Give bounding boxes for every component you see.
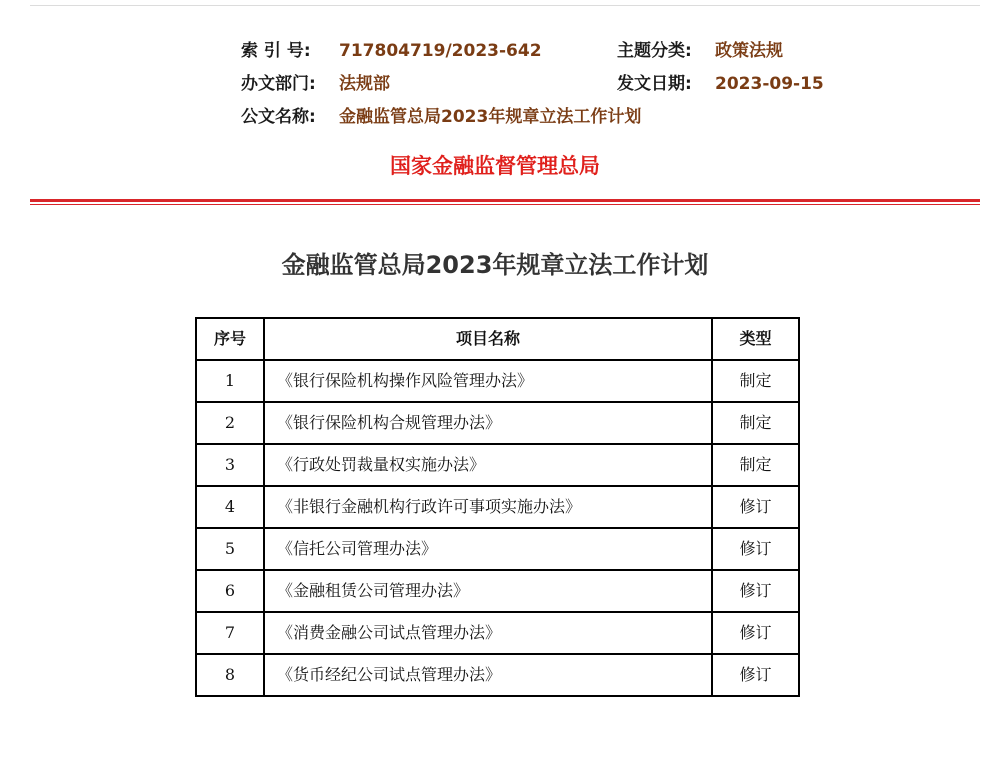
project-type: 制定 — [712, 360, 799, 402]
column-header-number: 序号 — [196, 318, 264, 360]
legislation-plan-table — [195, 317, 800, 697]
project-name: 《银行保险机构操作风险管理办法》 — [264, 360, 712, 402]
issuer-header: 国家金融监督管理总局 — [390, 154, 600, 178]
project-type: 制定 — [712, 444, 799, 486]
row-number: 7 — [196, 612, 264, 654]
table-row — [196, 570, 799, 612]
category-value: 政策法规 — [715, 41, 783, 61]
red-rule-thin — [30, 204, 980, 205]
project-name: 《消费金融公司试点管理办法》 — [264, 612, 712, 654]
document-name-label: 公文名称: — [241, 107, 316, 127]
department-value: 法规部 — [339, 74, 390, 94]
category-field — [617, 40, 783, 62]
row-number: 3 — [196, 444, 264, 486]
table-row — [196, 360, 799, 402]
department-label: 办文部门: — [241, 74, 316, 94]
project-type: 修订 — [712, 486, 799, 528]
date-value: 2023-09-15 — [715, 74, 824, 94]
department-field — [241, 73, 390, 95]
project-type: 修订 — [712, 570, 799, 612]
row-number: 5 — [196, 528, 264, 570]
category-label: 主题分类: — [617, 41, 692, 61]
red-rule-thick — [30, 199, 980, 202]
row-number: 6 — [196, 570, 264, 612]
project-name: 《银行保险机构合规管理办法》 — [264, 402, 712, 444]
top-divider — [30, 5, 980, 6]
project-name: 《货币经纪公司试点管理办法》 — [264, 654, 712, 696]
row-number: 1 — [196, 360, 264, 402]
document-name-value: 金融监管总局2023年规章立法工作计划 — [339, 107, 642, 127]
index-number-label: 索 引 号: — [241, 41, 311, 61]
date-label: 发文日期: — [617, 74, 692, 94]
table-row — [196, 486, 799, 528]
project-type: 制定 — [712, 402, 799, 444]
document-name-field — [241, 106, 642, 128]
column-header-type: 类型 — [712, 318, 799, 360]
document-title: 金融监管总局2023年规章立法工作计划 — [281, 251, 709, 279]
table-row — [196, 612, 799, 654]
table-header-row — [196, 318, 799, 360]
project-name: 《非银行金融机构行政许可事项实施办法》 — [264, 486, 712, 528]
table-row — [196, 654, 799, 696]
table-row — [196, 402, 799, 444]
date-field — [617, 73, 824, 95]
index-number-value: 717804719/2023-642 — [339, 41, 542, 61]
row-number: 2 — [196, 402, 264, 444]
row-number: 8 — [196, 654, 264, 696]
project-type: 修订 — [712, 654, 799, 696]
row-number: 4 — [196, 486, 264, 528]
project-name: 《信托公司管理办法》 — [264, 528, 712, 570]
project-name: 《行政处罚裁量权实施办法》 — [264, 444, 712, 486]
project-type: 修订 — [712, 528, 799, 570]
project-name: 《金融租赁公司管理办法》 — [264, 570, 712, 612]
project-type: 修订 — [712, 612, 799, 654]
table-row — [196, 444, 799, 486]
table-row — [196, 528, 799, 570]
column-header-project-name: 项目名称 — [264, 318, 712, 360]
index-number-field — [241, 40, 542, 62]
